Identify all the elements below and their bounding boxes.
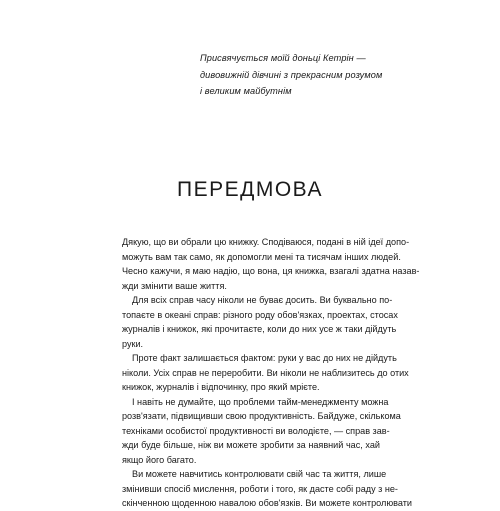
text-line: жди буде більше, ніж ви можете зробити за наявний час, хай [122,440,380,450]
body-text [122,235,420,511]
text-line: топаєте в океані справ: різного роду обов'язках, проектах, стосах [122,309,398,320]
text-line: Проте факт залишається фактом: руки у вас до них не дійдуть [132,353,397,363]
paragraph [122,395,401,468]
text-line: скінченною щоденною навалою обов'язків. Ви можете контролювати [122,498,412,508]
dedication [200,50,383,100]
text-line: Ви можете навчитись контролювати свій час та життя, лише [132,469,387,479]
paragraph [122,293,398,351]
text-line: змінивши спосіб мислення, роботи і того, як дасте собі раду з не- [122,483,398,494]
dedication-line: дивовижній дівчині з прекрасним розумом [200,69,383,80]
text-line: І навіть не думайте, що проблеми тайм-менеджменту можна [132,396,389,407]
dedication-line: і великим майбутнім [200,86,292,96]
text-line: жди змінити ваше життя. [122,280,227,291]
paragraph [122,351,409,395]
text-line: журналів і книжок, які прочитаєте, коли до них усе ж таки дійдуть [122,324,397,334]
text-line: Дякую, що ви обрали цю книжку. Сподіваюся, подані в ній ідеї допо- [122,237,410,247]
chapter-title: ПЕРЕДМОВА [177,178,323,201]
text-line: Для всіх справ часу ніколи не буває досить. Ви буквально по- [132,295,393,305]
text-line: техніками особистої продуктивності ви володієте, — справ зав- [122,425,390,436]
text-line: ніколи. Усіх справ не переробити. Ви ніколи не наблизитесь до отих [122,367,409,378]
paragraph [122,467,412,511]
text-line: розв'язати, підвищивши свою продуктивність. Байдуже, скількома [122,411,401,421]
paragraph [122,235,420,293]
dedication-line: Присвячується моїй доньці Кетрін — [200,53,366,63]
text-line: книжок, журналів і відпочинку, про який мрієте. [122,382,320,392]
text-line: руки. [122,338,144,349]
text-line: можуть вам так само, як допомогли мені та тисячам інших людей. [122,251,401,262]
text-line: якщо його багато. [122,454,197,465]
text-line: Чесно кажучи, я маю надію, що вона, ця книжка, взагалі здатна назав- [122,266,420,276]
